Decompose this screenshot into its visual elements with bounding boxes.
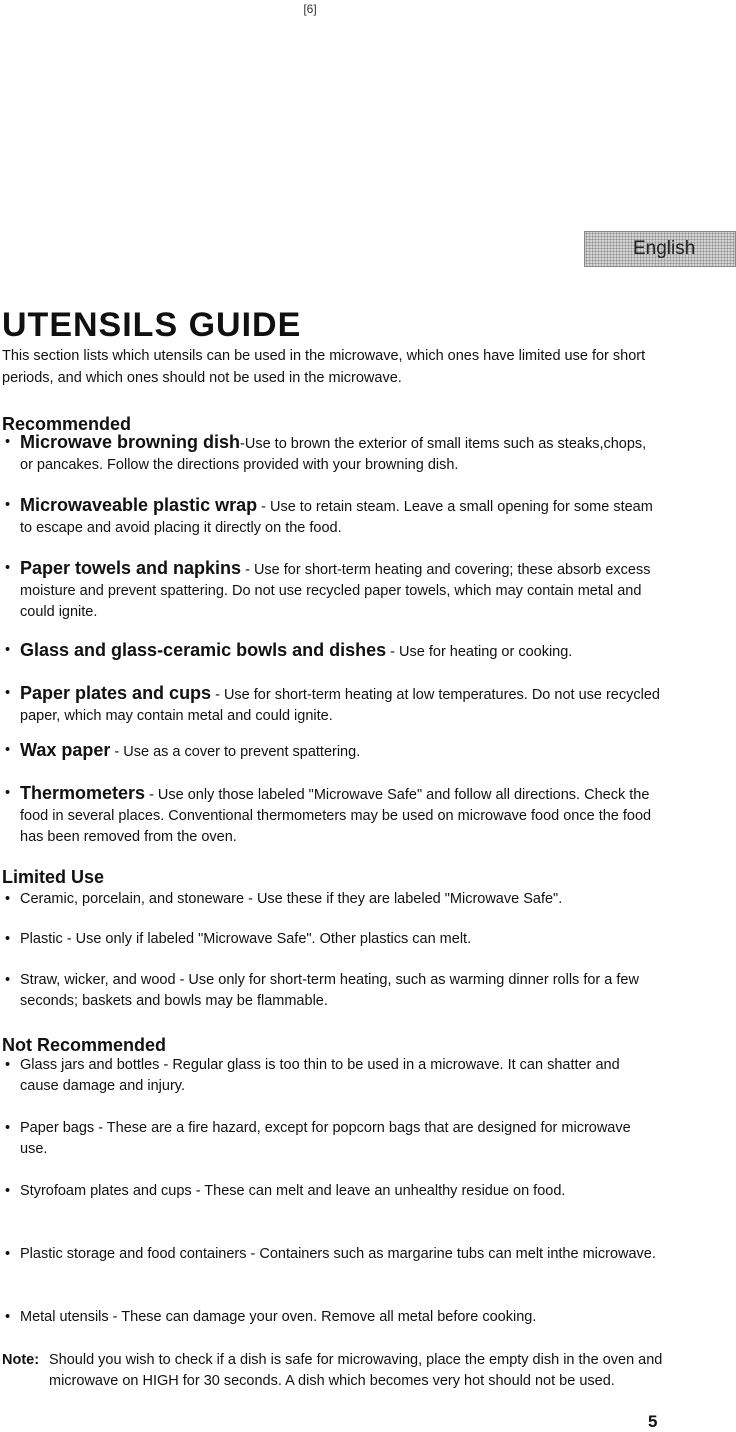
not-recommended-heading: Not Recommended <box>2 1035 167 1055</box>
bullet-icon: • <box>5 891 11 907</box>
bullet-icon: • <box>5 931 11 947</box>
recommended-item <box>2 495 662 539</box>
bullet-icon: • <box>5 1183 11 1199</box>
not-recommended-item <box>2 1055 662 1097</box>
bullet-icon: • <box>5 560 11 576</box>
page-number: 5 <box>648 1412 658 1431</box>
limited-use-item <box>2 889 662 910</box>
item-text: Plastic - Use only if labeled "Microwave Safe". Other plastics can melt. <box>20 931 472 947</box>
item-text: Ceramic, porcelain, and stoneware - Use these if they are labeled "Microwave Safe". <box>20 891 563 907</box>
utensil-description: -Use to brown the exterior of small items such as steaks,chops, or pancakes. Follow the directions provided with your browning dish. <box>20 436 647 473</box>
bullet-icon: • <box>5 642 11 658</box>
bullet-icon: • <box>5 742 11 758</box>
bullet-icon: • <box>5 1309 11 1325</box>
bullet-icon: • <box>5 972 11 988</box>
item-text: Plastic storage and food containers - Containers such as margarine tubs can melt inthe microwave. <box>20 1246 656 1262</box>
item-text: Styrofoam plates and cups - These can melt and leave an unhealthy residue on food. <box>20 1183 566 1199</box>
utensil-name: Glass and glass-ceramic bowls and dishes <box>20 640 387 660</box>
utensil-name: Paper towels and napkins <box>20 558 242 578</box>
note-block <box>2 1350 672 1392</box>
utensil-description: - Use for heating or cooking. <box>386 644 573 660</box>
not-recommended-item <box>2 1181 662 1202</box>
item-text: Paper bags - These are a fire hazard, except for popcorn bags that are designed for microwave use. <box>20 1120 631 1157</box>
bullet-icon: • <box>5 1246 11 1262</box>
page-title: UTENSILS GUIDE <box>2 306 302 344</box>
limited-use-item <box>2 929 662 950</box>
not-recommended-item <box>2 1118 662 1160</box>
note-text: Should you wish to check if a dish is safe for microwaving, place the empty dish in the oven and microwave on HIGH for 30 seconds. A dish which becomes very hot should not be used. <box>49 1352 663 1389</box>
item-text: Glass jars and bottles - Regular glass is too thin to be used in a microwave. It can shatter and cause damage and injury. <box>20 1057 620 1094</box>
bullet-icon: • <box>5 434 11 450</box>
utensil-description: - Use to retain steam. Leave a small opening for some steam to escape and avoid placing it directly on the food. <box>20 499 653 536</box>
not-recommended-item <box>2 1307 662 1328</box>
recommended-item <box>2 740 662 763</box>
recommended-item <box>2 432 662 476</box>
note-label: Note: <box>2 1352 40 1368</box>
limited-use-heading: Limited Use <box>2 867 105 887</box>
item-text: Straw, wicker, and wood - Use only for short-term heating, such as warming dinner rolls for a few seconds; baskets and bowls may be flammable. <box>20 972 639 1009</box>
not-recommended-item <box>2 1244 662 1265</box>
intro-paragraph: This section lists which utensils can be used in the microwave, which ones have limited use for short periods, and which ones should not be used in the microwave. <box>2 348 646 386</box>
recommended-item <box>2 683 662 727</box>
bullet-icon: • <box>5 1120 11 1136</box>
recommended-item <box>2 783 662 848</box>
recommended-heading: Recommended <box>2 414 132 434</box>
utensil-name: Wax paper <box>20 740 111 760</box>
language-tab: English <box>584 231 736 267</box>
utensil-name: Microwave browning dish <box>20 432 241 452</box>
utensil-description: - Use for short-term heating at low temperatures. Do not use recycled paper, which may contain metal and could ignite. <box>20 687 660 724</box>
utensil-description: - Use for short-term heating and covering; these absorb excess moisture and prevent spattering. Do not use recycled paper towels, which may contain metal and could ignite. <box>20 562 651 620</box>
recommended-item <box>2 558 662 623</box>
recommended-item <box>2 640 662 663</box>
item-text: Metal utensils - These can damage your oven. Remove all metal before cooking. <box>20 1309 537 1325</box>
bullet-icon: • <box>5 785 11 801</box>
utensil-name: Paper plates and cups <box>20 683 212 703</box>
utensil-description: - Use as a cover to prevent spattering. <box>110 744 361 760</box>
utensil-name: Thermometers <box>20 783 146 803</box>
page-reference: [6] <box>303 2 317 16</box>
utensil-name: Microwaveable plastic wrap <box>20 495 258 515</box>
bullet-icon: • <box>5 685 11 701</box>
limited-use-item <box>2 970 662 1012</box>
bullet-icon: • <box>5 497 11 513</box>
utensil-description: - Use only those labeled "Microwave Safe" and follow all directions. Check the food in several places. Conventional thermometers may be used on microwave food once the food has been removed from the oven. <box>20 787 652 845</box>
bullet-icon: • <box>5 1057 11 1073</box>
